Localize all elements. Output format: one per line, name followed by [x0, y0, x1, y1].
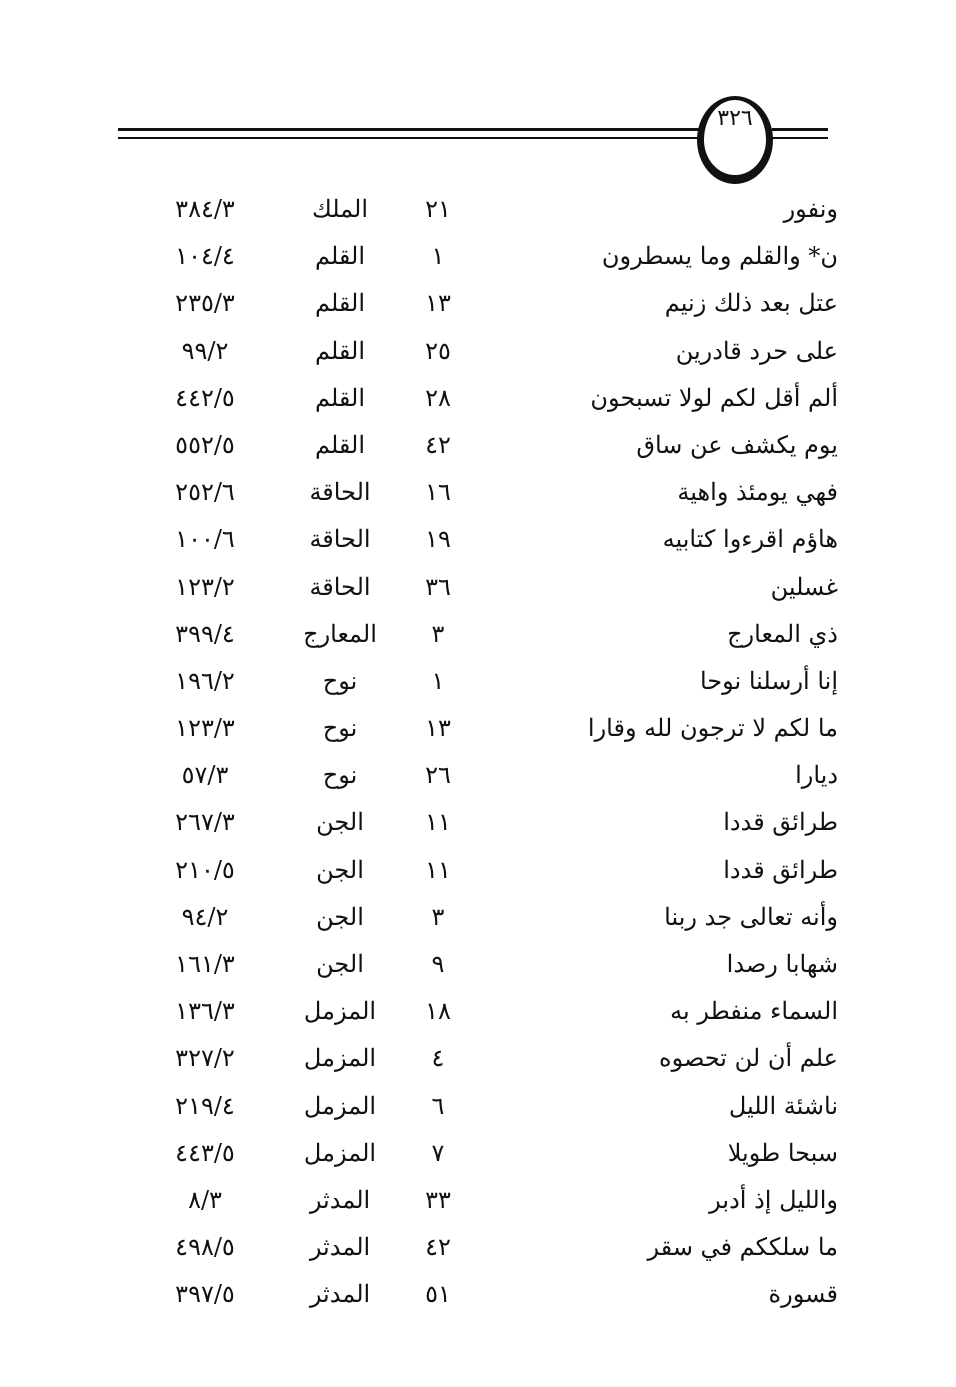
- verse-phrase: طرائق قددا: [723, 808, 838, 837]
- table-row: [0, 1271, 956, 1318]
- verse-number: ٤: [431, 1044, 445, 1073]
- surah-name: المدثر: [309, 1280, 371, 1309]
- surah-name: الحاقة: [309, 572, 371, 601]
- volume-page-reference: ١٢٣/٢: [175, 572, 235, 601]
- volume-page-reference: ١٦١/٣: [175, 950, 235, 978]
- table-row: [0, 705, 956, 752]
- verse-phrase: قسورة: [768, 1280, 838, 1309]
- verse-number: ٩: [431, 950, 445, 978]
- surah-name: القلم: [314, 336, 366, 365]
- verse-number: ١١: [425, 808, 451, 837]
- table-row: [0, 1224, 956, 1271]
- verse-phrase: ما لكم لا ترجون لله وقارا: [587, 714, 838, 743]
- surah-name: المدثر: [309, 1185, 371, 1214]
- surah-name: الجن: [316, 950, 364, 978]
- table-row: [0, 516, 956, 563]
- surah-name: القلم: [314, 430, 366, 459]
- verse-number: ١٩: [425, 525, 451, 554]
- table-row: [0, 752, 956, 799]
- page-number: ٣٢٦: [717, 106, 753, 131]
- header-rule-left-thin: [118, 137, 700, 139]
- volume-page-reference: ٩٩/٢: [181, 336, 229, 365]
- table-row: [0, 233, 956, 280]
- volume-page-reference: ٣٢٧/٢: [175, 1044, 235, 1073]
- verse-phrase: وأنه تعالى جد ربنا: [664, 902, 838, 931]
- volume-page-reference: ٣٩٩/٤: [175, 619, 235, 648]
- surah-name: نوح: [322, 714, 358, 743]
- verse-number: ٣٣: [425, 1185, 451, 1214]
- verse-number: ٧: [431, 1138, 445, 1167]
- table-row: [0, 1130, 956, 1177]
- table-row: [0, 799, 956, 846]
- verse-number: ٢٨: [425, 383, 451, 412]
- verse-number: ٢٦: [425, 761, 451, 790]
- header-rule-right-thin: [772, 137, 828, 139]
- verse-number: ٤٢: [425, 1233, 451, 1262]
- verse-number: ٢٥: [425, 336, 451, 365]
- verse-number: ١: [431, 666, 445, 695]
- verse-phrase: ما سلككم في سقر: [647, 1233, 838, 1262]
- header-rule-left-thick: [118, 128, 700, 131]
- verse-phrase: إنا أرسلنا نوحا: [699, 666, 838, 695]
- table-row: [0, 469, 956, 516]
- verse-phrase: ديارا: [795, 761, 838, 790]
- table-row: [0, 1035, 956, 1082]
- table-row: [0, 611, 956, 658]
- volume-page-reference: ١٠٤/٤: [175, 242, 235, 271]
- verse-phrase: يوم يكشف عن ساق: [636, 430, 838, 459]
- surah-name: القلم: [314, 383, 366, 412]
- verse-index-table: [0, 186, 956, 1319]
- volume-page-reference: ١٠٠/٦: [175, 525, 235, 554]
- verse-number: ٣: [431, 619, 445, 648]
- surah-name: الحاقة: [309, 525, 371, 554]
- surah-name: الجن: [316, 902, 364, 931]
- surah-name: المزمل: [303, 1044, 377, 1073]
- volume-page-reference: ٤٤٣/٥: [175, 1138, 235, 1167]
- volume-page-reference: ٢٦٧/٣: [175, 808, 235, 837]
- verse-number: ١٨: [425, 997, 451, 1026]
- volume-page-reference: ٤٤٢/٥: [175, 383, 235, 412]
- verse-phrase: والليل إذ أدبر: [709, 1185, 838, 1214]
- verse-phrase: غسلين: [770, 572, 838, 601]
- volume-page-reference: ٩٤/٢: [181, 902, 229, 931]
- header-rule-right-thick: [772, 128, 828, 131]
- surah-name: المزمل: [303, 1091, 377, 1120]
- table-row: [0, 894, 956, 941]
- table-row: [0, 988, 956, 1035]
- surah-name: نوح: [322, 666, 358, 695]
- verse-phrase: طرائق قددا: [723, 855, 838, 884]
- table-row: [0, 186, 956, 233]
- volume-page-reference: ١٣٦/٣: [175, 997, 235, 1026]
- verse-phrase: ن* والقلم وما يسطرون: [601, 242, 838, 271]
- verse-number: ١١: [425, 855, 451, 884]
- table-row: [0, 847, 956, 894]
- verse-number: ١٣: [425, 714, 451, 743]
- verse-phrase: ناشئة الليل: [728, 1091, 838, 1120]
- surah-name: الجن: [316, 808, 364, 837]
- surah-name: المعارج: [303, 619, 377, 648]
- verse-phrase: السماء منفطر به: [670, 997, 838, 1026]
- surah-name: نوح: [322, 761, 358, 790]
- volume-page-reference: ١٢٣/٣: [175, 714, 235, 743]
- volume-page-reference: ٥٥٢/٥: [175, 430, 235, 459]
- verse-phrase: ونفور: [783, 195, 838, 223]
- volume-page-reference: ٥٧/٣: [181, 761, 229, 790]
- verse-number: ٣: [431, 902, 445, 931]
- verse-phrase: علم أن لن تحصوه: [659, 1044, 838, 1073]
- verse-phrase: عتل بعد ذلك زنيم: [664, 289, 838, 318]
- surah-name: المزمل: [303, 1138, 377, 1167]
- surah-name: القلم: [314, 242, 366, 271]
- volume-page-reference: ٢٣٥/٣: [175, 289, 235, 318]
- verse-phrase: سبحا طويلا: [727, 1138, 838, 1167]
- verse-number: ٢١: [425, 195, 451, 223]
- verse-phrase: شهابا رصدا: [726, 950, 838, 978]
- verse-number: ١: [431, 242, 445, 271]
- verse-phrase: هاؤم اقرءوا كتابيه: [662, 525, 838, 554]
- table-row: [0, 941, 956, 988]
- volume-page-reference: ٤٩٨/٥: [175, 1233, 235, 1262]
- volume-page-reference: ٢١٩/٤: [175, 1091, 235, 1120]
- surah-name: المزمل: [303, 997, 377, 1026]
- table-row: [0, 328, 956, 375]
- table-row: [0, 1177, 956, 1224]
- verse-number: ٤٢: [425, 430, 451, 459]
- surah-name: المدثر: [309, 1233, 371, 1262]
- surah-name: القلم: [314, 289, 366, 318]
- verse-number: ١٣: [425, 289, 451, 318]
- volume-page-reference: ١٩٦/٢: [175, 666, 235, 695]
- verse-number: ١٦: [425, 478, 451, 507]
- table-row: [0, 422, 956, 469]
- table-row: [0, 564, 956, 611]
- verse-number: ٣٦: [425, 572, 451, 601]
- verse-number: ٥١: [425, 1280, 451, 1309]
- verse-phrase: ألم أقل لكم لولا تسبحون: [590, 383, 838, 412]
- verse-number: ٦: [431, 1091, 445, 1120]
- table-row: [0, 375, 956, 422]
- verse-phrase: على حرد قادرين: [675, 336, 838, 365]
- volume-page-reference: ٢١٠/٥: [175, 855, 235, 884]
- table-row: [0, 280, 956, 327]
- surah-name: الجن: [316, 855, 364, 884]
- volume-page-reference: ٣٩٧/٥: [175, 1280, 235, 1309]
- surah-name: الملك: [311, 195, 369, 223]
- verse-phrase: ذي المعارج: [727, 619, 838, 648]
- surah-name: الحاقة: [309, 478, 371, 507]
- volume-page-reference: ٢٥٢/٦: [175, 478, 235, 507]
- verse-phrase: فهي يومئذ واهية: [677, 478, 838, 507]
- volume-page-reference: ٣٨٤/٣: [175, 195, 235, 223]
- table-row: [0, 658, 956, 705]
- table-row: [0, 1083, 956, 1130]
- volume-page-reference: ٨/٣: [188, 1185, 222, 1214]
